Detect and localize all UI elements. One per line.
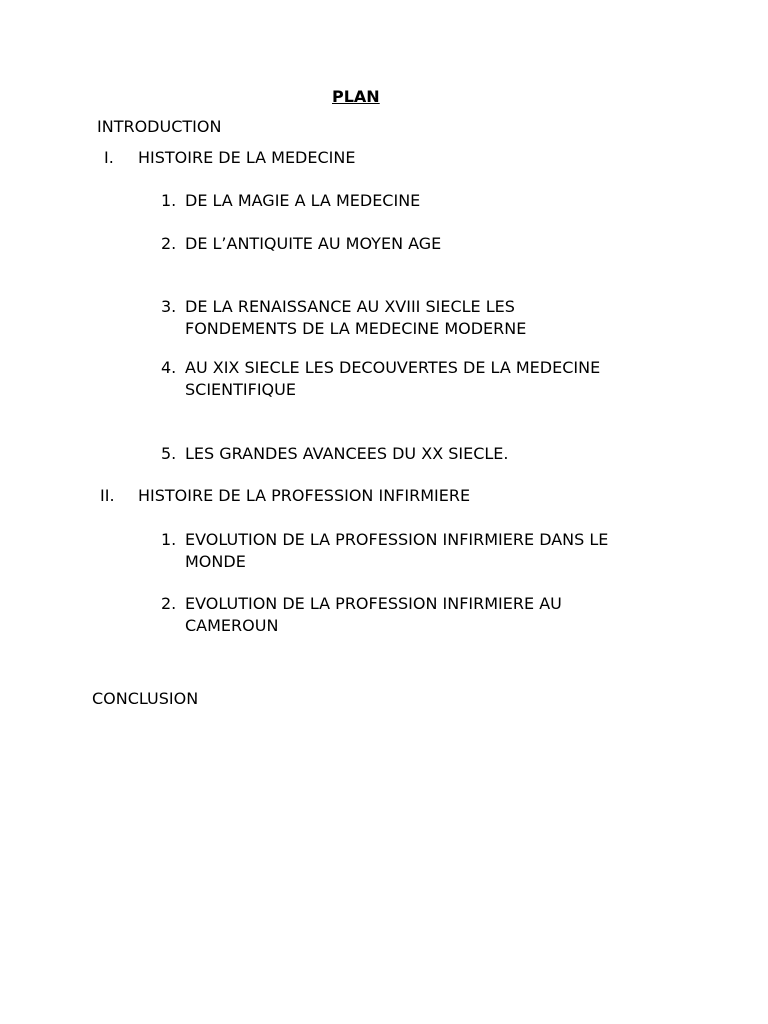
section-2-heading: HISTOIRE DE LA PROFESSION INFIRMIERE <box>138 486 471 505</box>
item-text-line: CAMEROUN <box>185 616 279 635</box>
section-1-item-3 <box>161 296 526 340</box>
section-2-item-1 <box>161 529 608 573</box>
conclusion-heading: CONCLUSION <box>92 689 199 708</box>
item-text-line: DE LA MAGIE A LA MEDECINE <box>185 191 421 210</box>
item-number: 4. <box>161 358 177 377</box>
item-text-line: EVOLUTION DE LA PROFESSION INFIRMIERE DANS LE <box>185 530 609 549</box>
section-1-numeral: I. <box>104 148 114 167</box>
introduction-heading: INTRODUCTION <box>97 117 222 136</box>
section-1-item-4 <box>161 357 600 401</box>
item-number: 2. <box>161 594 177 613</box>
item-number: 1. <box>161 530 177 549</box>
section-1-item-1 <box>161 190 420 212</box>
section-1-heading: HISTOIRE DE LA MEDECINE <box>138 148 356 167</box>
item-number: 3. <box>161 297 177 316</box>
item-text-line: DE LA RENAISSANCE AU XVIII SIECLE LES <box>185 297 515 316</box>
item-text-line: EVOLUTION DE LA PROFESSION INFIRMIERE AU <box>185 594 562 613</box>
item-number: 2. <box>161 234 177 253</box>
section-1-item-5 <box>161 443 509 465</box>
section-2-item-2 <box>161 593 562 637</box>
section-1-item-2 <box>161 233 441 255</box>
item-text-line: SCIENTIFIQUE <box>185 380 296 399</box>
item-text-line: FONDEMENTS DE LA MEDECINE MODERNE <box>185 319 527 338</box>
item-text-line: AU XIX SIECLE LES DECOUVERTES DE LA MEDECINE <box>185 358 601 377</box>
item-text-line: MONDE <box>185 552 246 571</box>
section-2-numeral: II. <box>100 486 115 505</box>
item-text-line: DE L’ANTIQUITE AU MOYEN AGE <box>185 234 442 253</box>
page-title: PLAN <box>332 87 380 106</box>
item-number: 5. <box>161 444 177 463</box>
item-text-line: LES GRANDES AVANCEES DU XX SIECLE. <box>185 444 509 463</box>
item-number: 1. <box>161 191 177 210</box>
